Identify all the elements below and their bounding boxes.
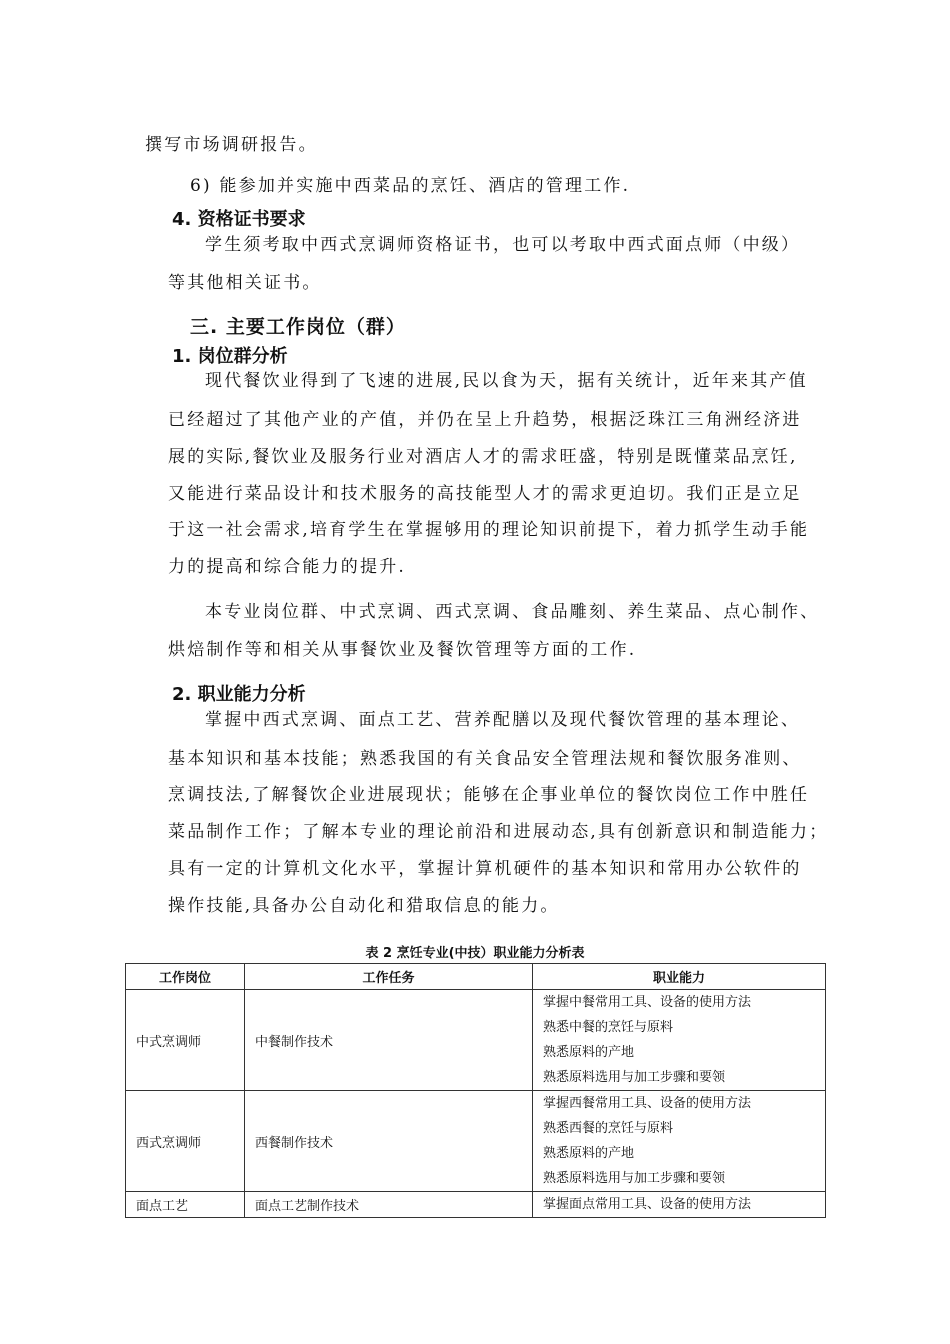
- ability-item: 熟悉原料选用与加工步骤和要领: [543, 1171, 726, 1186]
- paragraph-ability-line: 具有一定的计算机文化水平，掌握计算机硬件的基本知识和常用办公软件的: [168, 859, 802, 879]
- header-post: 工作岗位: [126, 964, 245, 990]
- ability-item: 熟悉原料选用与加工步骤和要领: [543, 1070, 726, 1085]
- ability-item: 熟悉原料的产地: [543, 1146, 635, 1161]
- cell-abilities: [533, 1192, 826, 1218]
- cell-post: 中式烹调师: [126, 990, 245, 1091]
- ability-item: 熟悉原料的产地: [543, 1045, 635, 1060]
- paragraph-group-line: 现代餐饮业得到了飞速的进展,民以食为天，据有关统计，近年来其产值: [205, 371, 808, 391]
- heading-ability-analysis: 2. 职业能力分析: [172, 684, 306, 705]
- ability-item: 掌握西餐常用工具、设备的使用方法: [543, 1096, 752, 1111]
- ability-item: 熟悉西餐的烹饪与原料: [543, 1121, 674, 1136]
- header-task: 工作任务: [245, 964, 533, 990]
- paragraph-scope-line: 本专业岗位群、中式烹调、西式烹调、食品雕刻、养生菜品、点心制作、: [205, 602, 820, 622]
- paragraph-scope-line: 烘焙制作等和相关从事餐饮业及餐饮管理等方面的工作.: [168, 640, 637, 660]
- paragraph-group-line: 展的实际,餐饮业及服务行业对酒店人才的需求旺盛，特别是既懂菜品烹饪,: [168, 447, 798, 467]
- cell-post: 西式烹调师: [126, 1091, 245, 1192]
- ability-analysis-table: [125, 963, 826, 1218]
- ability-item: 掌握面点常用工具、设备的使用方法: [543, 1197, 752, 1212]
- list-item-6: 6) 能参加并实施中西菜品的烹饪、酒店的管理工作.: [190, 176, 631, 196]
- ability-item: 熟悉中餐的烹饪与原料: [543, 1020, 674, 1035]
- paragraph-ability-line: 菜品制作工作；了解本专业的理论前沿和进展动态,具有创新意识和制造能力；: [168, 822, 829, 842]
- paragraph-group-line: 已经超过了其他产业的产值，并仍在呈上升趋势，根据泛珠江三角洲经济进: [168, 410, 802, 430]
- cell-post: 面点工艺: [126, 1192, 245, 1218]
- cell-task: 中餐制作技术: [245, 990, 533, 1091]
- header-ability: 职业能力: [533, 964, 826, 990]
- heading-certificate: 4. 资格证书要求: [172, 209, 306, 230]
- table-header-row: [126, 964, 826, 990]
- table-row: [126, 1192, 826, 1218]
- paragraph-group-line: 力的提高和综合能力的提升.: [168, 557, 407, 577]
- paragraph-certificate-line-1: 学生须考取中西式烹调师资格证书，也可以考取中西式面点师（中级）: [205, 235, 801, 255]
- heading-section-3: 三. 主要工作岗位（群）: [190, 316, 406, 338]
- paragraph-ability-line: 基本知识和基本技能；熟悉我国的有关食品安全管理法规和餐饮服务准则、: [168, 749, 802, 769]
- paragraph-ability-line: 操作技能,具备办公自动化和猎取信息的能力。: [168, 896, 560, 916]
- ability-item: 掌握中餐常用工具、设备的使用方法: [543, 995, 752, 1010]
- cell-abilities: [533, 1091, 826, 1192]
- heading-post-group: 1. 岗位群分析: [172, 346, 288, 367]
- cell-task: 西餐制作技术: [245, 1091, 533, 1192]
- paragraph-ability-line: 掌握中西式烹调、面点工艺、营养配膳以及现代餐饮管理的基本理论、: [205, 710, 801, 730]
- table-caption: 表 2 烹饪专业(中技）职业能力分析表: [365, 946, 585, 961]
- table-row: [126, 1091, 826, 1192]
- cell-abilities: [533, 990, 826, 1091]
- paragraph-group-line: 于这一社会需求,培育学生在掌握够用的理论知识前提下，着力抓学生动手能: [168, 520, 810, 540]
- table-row: [126, 990, 826, 1091]
- cell-task: 面点工艺制作技术: [245, 1192, 533, 1218]
- paragraph-ability-line: 烹调技法,了解餐饮企业进展现状；能够在企事业单位的餐饮岗位工作中胜任: [168, 785, 810, 805]
- paragraph-group-line: 又能进行菜品设计和技术服务的高技能型人才的需求更迫切。我们正是立足: [168, 484, 802, 504]
- paragraph-survey-tail: 撰写市场调研报告。: [145, 135, 318, 155]
- paragraph-certificate-line-2: 等其他相关证书。: [168, 273, 322, 293]
